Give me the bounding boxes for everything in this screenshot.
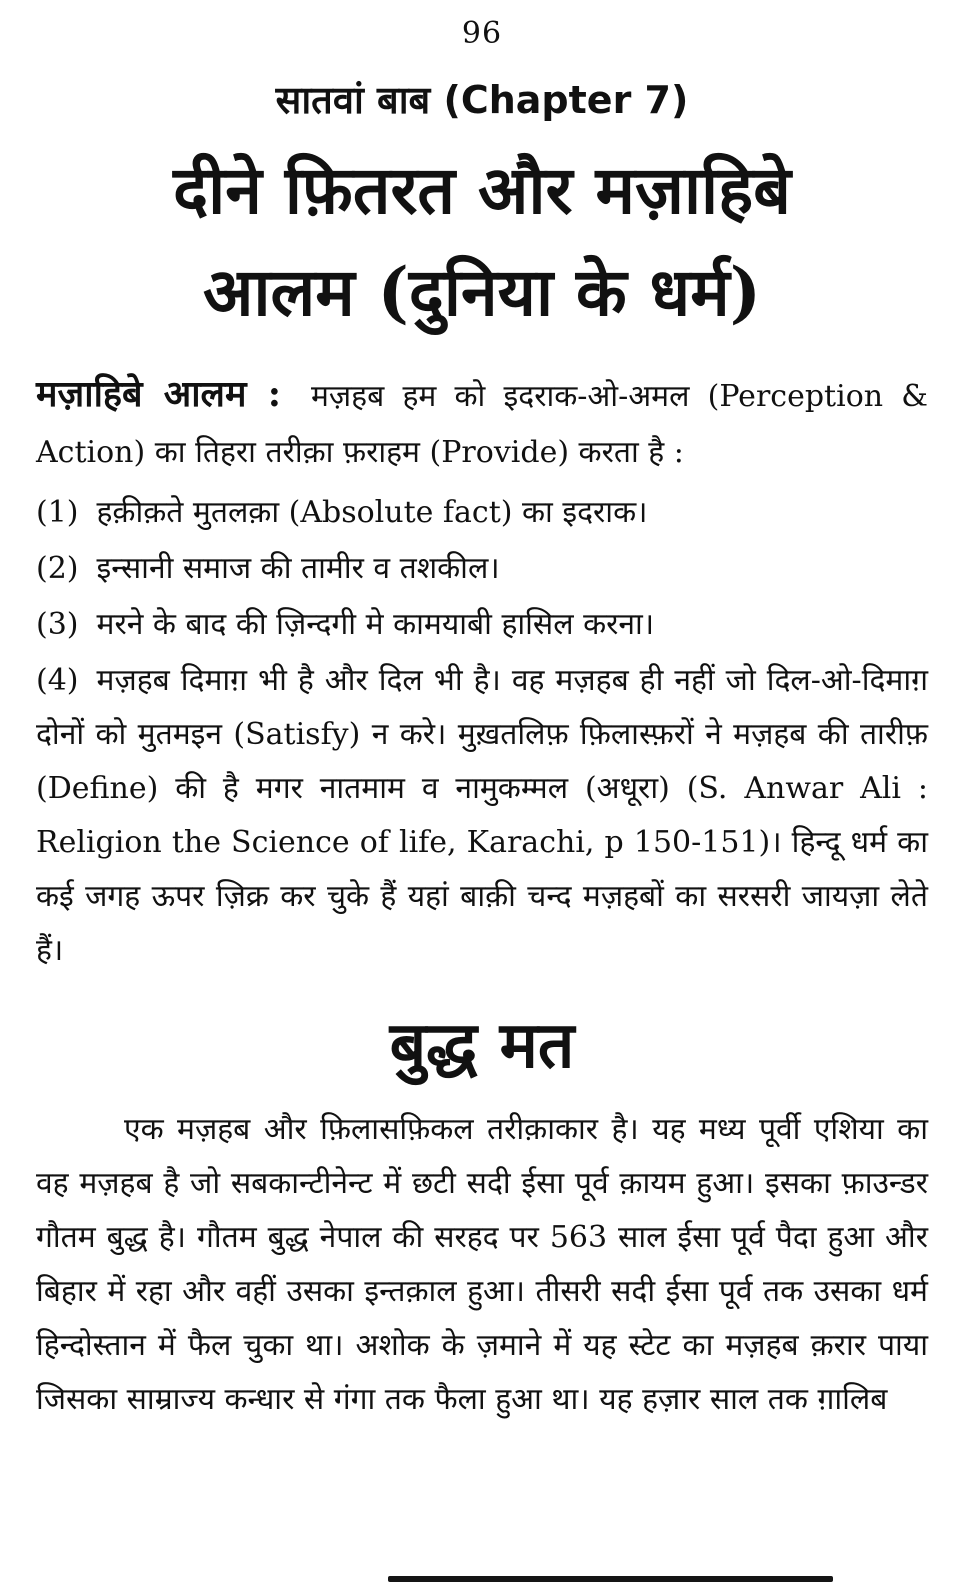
list-marker-1: (1) [36,495,79,531]
chapter-heading: सातवां बाब (Chapter 7) [275,78,689,122]
list-marker-2: (2) [36,551,79,587]
title-line-1: दीने फ़ितरत और मज़ाहिबे [173,151,791,229]
list-text-3: मरने के बाद की ज़िन्दगी मे कामयाबी हासिल करना। [96,607,655,643]
title-line-2: आलम (दुनिया के धर्म) [203,253,761,332]
list-text-2: इन्सानी समाज की तामीर व तशकील। [96,551,500,587]
intro-paragraph [36,362,928,481]
numbered-list [36,486,928,978]
list-item [36,486,928,540]
list-item [36,654,928,978]
page-title [36,139,928,344]
scan-edge-artifact [388,1576,833,1582]
list-item [36,598,928,652]
list-text-1: हक़ीक़ते मुतलक़ा (Absolute fact) का इदराक। [96,495,648,531]
section-heading-buddhism: बुद्ध मत [389,1008,575,1084]
intro-body-text: मज़हब हम को इदराक-ओ-अमल (Perception & Action) का तिहरा तरीक़ा फ़राहम (Provide) करता है : [36,378,928,471]
page-number: 96 [461,16,503,51]
buddhism-paragraph: एक मज़हब और फ़िलासफ़िकल तरीक़ाकार है। यह मध्य पूर्वी एशिया का वह मज़हब है जो सबकान्टीनेन्ट में छटी सदी ईसा पूर्व क़ायम हुआ। इसका फ़ाउन्डर गौतम बुद्ध है। गौतम बुद्ध नेपाल की सरहद पर 563 साल ईसा पूर्व पैदा हुआ और बिहार में रहा और वहीं उसका इन्तक़ाल हुआ। तीसरी सदी ईसा पूर्व तक उसका धर्म हिन्दोस्तान में फैल चुका था। अशोक के ज़माने में यह स्टेट का मज़हब क़रार पाया जिसका साम्राज्य कन्धार से गंगा तक फैला हुआ था। यह हज़ार साल तक ग़ालिब [36,1112,928,1418]
intro-lead-text: मज़ाहिबे आलम : [36,372,281,415]
list-item [36,542,928,596]
list-marker-4: (4) [36,663,79,699]
list-text-4: मज़हब दिमाग़ भी है और दिल भी है। वह मज़हब ही नहीं जो दिल-ओ-दिमाग़ दोनों को मुतमइन (Satisfy) न करे। मुख़तलिफ़ फ़िलास्फ़रों ने मज़हब की तारीफ़ (Define) की है मगर नातमाम व नामुकम्मल (अधूरा) (S. Anwar Ali : Religion the Science of life, Karachi, p 150-151)। हिन्दू धर्म का कई जगह ऊपर ज़िक्र कर चुके हैं यहां बाक़ी चन्द मज़हबों का सरसरी जायज़ा लेते हैं। [36,663,928,969]
list-marker-3: (3) [36,607,79,643]
